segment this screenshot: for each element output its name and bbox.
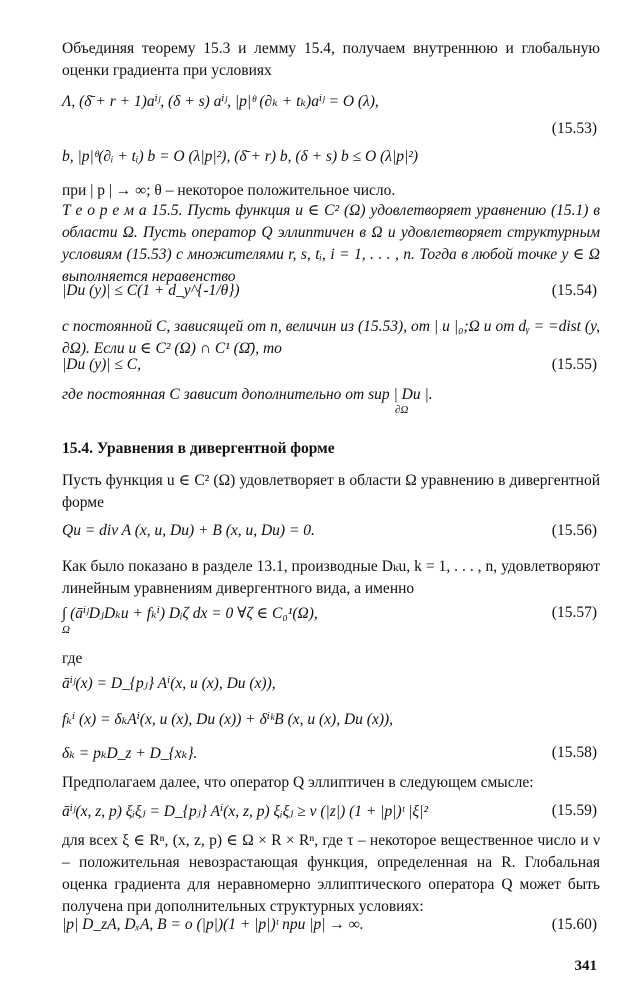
paragraph-constant: с постоянной C, зависящей от n, величин из (15.53), от | u |₀;Ω и от dᵧ = =dist (y, ∂Ω). Если u ∈ C² (Ω) ∩ C¹ (Ω̄), то — [62, 318, 600, 357]
equation-15-60: |p| D_zA, DₓA, B = o (|p|)(1 + |p|)ᵗ при |p| → ∞. — [62, 916, 364, 933]
paragraph-derivatives: Как было показано в разделе 13.1, производные Dₖu, k = 1, . . . , n, удовлетворяют линейным уравнениям дивергентного вида, а именно — [62, 558, 600, 597]
equation-15-56: Qu = div A (x, u, Du) + B (x, u, Du) = 0. — [62, 522, 315, 539]
equation-a-bar: āⁱʲ(x) = D_{pⱼ} Aⁱ(x, u (x), Du (x)), — [62, 675, 276, 692]
theorem-15-5: Т е о р е м а 15.5. Пусть функция u ∈ C² (Ω) удовлетворяет уравнению (15.1) в области Ω. Пусть оператор Q эллиптичен в Ω и удовлетворяет структурным условиям (15.53) с множителями r, s, tᵢ, i = 1, . . . , n. Тогда в любой точке y ∈ Ω выполняется неравенство — [62, 202, 600, 285]
sup-subscript: ∂Ω — [395, 404, 409, 416]
equation-number-15-57: (15.57) — [551, 604, 597, 621]
paragraph-condition-note: при | p | → ∞; θ – некоторое положительное число. — [62, 182, 396, 199]
paragraph-elliptic: Предполагаем далее, что оператор Q эллиптичен в следующем смысле: — [62, 774, 534, 791]
equation-conditions-b: b, |p|ᶿ(∂ᵢ + tᵢ) b = O (λ|p|²), (δ̄ + r) b, (δ + s) b ≤ O (λ|p|²) — [62, 148, 419, 165]
paragraph-where: где — [62, 650, 83, 667]
integral-domain: Ω — [62, 624, 70, 636]
equation-number-15-58: (15.58) — [551, 744, 597, 761]
equation-15-57: ∫ (āⁱʲDⱼDₖu + fₖⁱ) Dᵢζ dx = 0 ∀ζ ∈ C₀¹(Ω), — [62, 605, 318, 622]
equation-number-15-54: (15.54) — [551, 282, 597, 299]
equation-number-15-55: (15.55) — [551, 356, 597, 373]
section-heading: 15.4. Уравнения в дивергентной форме — [62, 440, 335, 457]
page-number: 341 — [574, 958, 597, 974]
equation-number-15-53: (15.53) — [551, 120, 597, 137]
equation-conditions-a: Λ, (δ̄ + r + 1)aⁱʲ, (δ + s) aⁱʲ, |p|ᶿ (∂ₖ + tₖ)aⁱʲ = O (λ), — [62, 93, 379, 110]
equation-15-54: |Du (y)| ≤ C(1 + d_y^{-1/θ}) — [62, 282, 240, 299]
equation-number-15-60: (15.60) — [551, 916, 597, 933]
paragraph-global-estimate: для всех ξ ∈ Rⁿ, (x, z, p) ∈ Ω × R × Rⁿ, где τ – некоторое вещественное число и ν – положительная невозрастающая функция, определенная на R. Глобальная оценка градиента для неравномерно эллиптического оператора Q может быть получена при дополнительных структурных условиях: — [62, 832, 600, 915]
equation-f: fₖⁱ (x) = δₖAⁱ(x, u (x), Du (x)) + δⁱᵏB (x, u (x), Du (x)), — [62, 711, 394, 728]
paragraph-intro: Объединяя теорему 15.3 и лемму 15.4, получаем внутреннюю и глобальную оценки градиента при условиях — [62, 40, 600, 79]
equation-number-15-59: (15.59) — [551, 802, 597, 819]
equation-15-59: āⁱʲ(x, z, p) ξᵢξⱼ = D_{pⱼ} Aⁱ(x, z, p) ξᵢξⱼ ≥ ν (|z|) (1 + |p|)ᵗ |ξ|² — [62, 803, 428, 820]
equation-number-15-56: (15.56) — [551, 522, 597, 539]
paragraph-divergent: Пусть функция u ∈ C² (Ω) удовлетворяет в области Ω уравнению в дивергентной форме — [62, 472, 600, 511]
paragraph-sup: где постоянная C зависит дополнительно от sup | Du |. — [62, 386, 433, 403]
equation-15-55: |Du (y)| ≤ C, — [62, 356, 142, 373]
equation-delta: δₖ = pₖD_z + D_{xₖ}. — [62, 745, 198, 762]
